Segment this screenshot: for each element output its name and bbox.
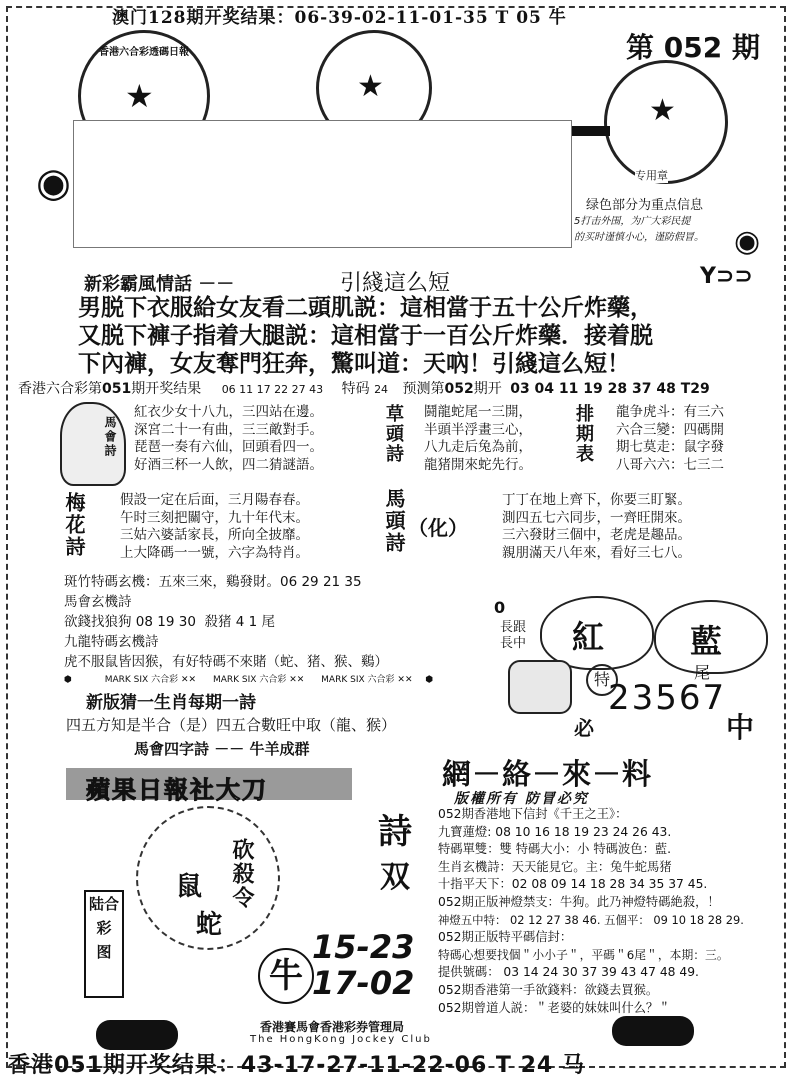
hand-icon <box>508 660 572 714</box>
jockey-club-logo <box>96 1020 178 1050</box>
issue-number: 第 052 期 <box>626 31 760 64</box>
network-line: 特碼單雙：雙 特碼大小：小 特碼波色：藍. <box>438 842 672 857</box>
predict-issue: 052 <box>444 381 474 397</box>
lhc-tag-text: 图 <box>96 943 112 961</box>
mark-six-label: MARK SIX <box>104 675 149 685</box>
poem-line: 深宮二十一有曲，三三敵對手。 <box>134 421 323 438</box>
rank-table <box>616 404 724 474</box>
wei-label: 尾 <box>694 663 711 682</box>
macau-result-line: 澳门128期开奖结果：06-39-02-11-01-35 T 05 牛 <box>112 8 567 28</box>
network-line: 052期香港地下信封《千王之王》： <box>438 807 628 821</box>
coin-icon: ◉ <box>734 224 761 259</box>
horsehead-poem-title: 馬頭詩 <box>382 488 406 554</box>
poem-line: 好酒三杯一人飲，四二猜謎語。 <box>134 456 323 473</box>
network-line: 九寶蓮燈: 08 10 16 18 19 23 24 26 43. <box>438 824 672 839</box>
poem-line: 三六發財三個中，老虎是趣品。 <box>502 527 691 543</box>
network-line: 052期曾道人説：＂老婆的妹妹叫什么？＂ <box>438 1000 671 1015</box>
bi-label: 必 <box>574 716 594 740</box>
poem-line: 測四五七六同步，一齊旺開來。 <box>502 509 691 526</box>
poem-line: 半頭半浮畫三心， <box>424 421 532 438</box>
nums-row-1: 15-23 <box>312 928 415 966</box>
four-char-poem: 馬會四字詩 －－ 牛羊成群 <box>134 740 310 758</box>
rank-line: 八哥六六：七三二 <box>616 456 724 473</box>
mystic-line: 虎不服鼠皆因猴，有好特碼不來賭（蛇、猪、猴、鷄） <box>64 654 388 670</box>
zhong-label: 中 <box>726 711 755 744</box>
poem-line: 三姑六婆話家長，所向全披靡。 <box>120 527 309 543</box>
mark-six-x: ✕✕ <box>289 675 305 685</box>
network-line: 052期正版神燈禁支：牛狗。此乃神燈特碼絶殺，！ <box>438 894 720 909</box>
poem-line: 紅衣少女十八九，三四站在邊。 <box>134 404 323 420</box>
predict-label: 预测第 <box>402 381 445 397</box>
rank-line: 龍争虎斗：有三六 <box>616 404 724 420</box>
jockey-club-text: 香港賽馬會香港彩券管理局 <box>260 1020 405 1034</box>
mark-six-x: ✕✕ <box>397 675 413 685</box>
horsehead-note: （化） <box>408 516 468 540</box>
apple-banner-text: 蘋果日報社大刀 <box>86 776 268 804</box>
mark-six-row <box>64 672 464 686</box>
rank-line: 六合三變：四碼開 <box>616 421 724 438</box>
note-hand-2: 的买时谨慎小心，谨防假冒。 <box>574 232 704 243</box>
special-number: 24 <box>374 383 389 396</box>
network-line: 神燈五中特： 02 12 27 38 46. 五個平： 09 10 18 28 29. <box>438 912 744 927</box>
network-line: 052期正版特平碼信封： <box>438 930 573 945</box>
network-line: 十指平天下：02 08 09 14 18 28 34 35 37 45. <box>438 877 708 892</box>
network-line: 052期香港第一手欲錢料：欲錢去買猴。 <box>438 982 659 997</box>
mystic-line: 斑竹特碼玄機：五來三來，鷄發財。06 29 21 35 <box>64 574 362 590</box>
honeycomb-icon: ⬢ <box>425 675 434 685</box>
snake-label: 蛇 <box>196 910 223 940</box>
red-heart <box>540 596 654 670</box>
rank-table-title: 排期表 <box>573 404 594 464</box>
horse-poem <box>134 404 323 474</box>
poem-line: 假設一定在后面，三月陽春春。 <box>120 492 309 508</box>
poem-mark: 詩 <box>378 812 412 852</box>
network-line: 特碼心想要找個＂小小子＂，平碼＂6尾＂，本期：三。 <box>438 947 729 962</box>
note-hand-1: 5打击外围，为广大彩民提 <box>574 216 691 227</box>
grass-poem-title: 草頭詩 <box>383 404 404 464</box>
logo-mark: Y⊃⊃ <box>700 264 753 289</box>
horse-label: 馬會詩 <box>103 416 117 458</box>
star-icon: ★ <box>125 77 154 115</box>
poem-line: 午时三刻把關守，九十年代末。 <box>120 509 309 526</box>
footer-result: 香港051期开奖结果：43-17-27-11-22-06 T 24 马 <box>8 1053 585 1078</box>
network-list <box>438 806 778 1017</box>
poem-line: 龍猪開來蛇先行。 <box>424 456 532 473</box>
note-green: 绿色部分为重点信息 <box>586 198 704 213</box>
results-numbers: 06 11 17 22 27 43 <box>221 383 324 396</box>
blank-box <box>73 120 572 248</box>
zodiac-poem-title: 新版猜一生肖每期一詩 <box>86 693 256 713</box>
honeycomb-icon: ⬢ <box>64 675 72 685</box>
poem-line: 親朋滿天八年來，看好三七八。 <box>502 544 691 561</box>
special-label: 特码 <box>341 381 370 397</box>
lhc-tag-text: 陆合彩 <box>88 895 119 937</box>
mystic-line: 九龍特碼玄機詩 <box>64 634 159 650</box>
horsehead-poem <box>502 492 691 562</box>
mark-six-cn: 六合彩 <box>259 675 287 685</box>
mark-six-x: ✕✕ <box>180 675 197 685</box>
network-subtitle: 版權所有 防冒必究 <box>454 791 589 807</box>
predict-label2: 期开 <box>473 381 502 397</box>
results-label: 香港六合彩第 <box>18 381 102 397</box>
special-tail-numbers: 23567 <box>608 678 727 718</box>
joke-subtitle: 引綫這么短 <box>340 271 451 296</box>
mystic-line: 欲錢找狼狗 08 19 30 殺猪 4 1 尾 <box>64 614 276 630</box>
plum-poem <box>120 492 309 562</box>
blue-heart <box>654 600 768 674</box>
stamp-right <box>604 60 728 184</box>
joke-title: 新彩霸風情話 －－ <box>84 274 235 295</box>
stamp-text: 香港六合彩透碼日報 <box>99 47 189 58</box>
mark-six-label: MARK SIX <box>212 675 257 685</box>
apple-banner <box>66 768 352 804</box>
jockey-club-en: The HongKong Jockey Club <box>250 1034 432 1045</box>
ox-label: 牛 <box>258 948 314 1004</box>
network-line: 提供號碼： 03 14 24 30 37 39 43 47 48 49. <box>438 965 699 980</box>
network-title: 網－絡－來－料 <box>442 757 653 791</box>
poem-line: 鬪龍蛇尾一三開， <box>424 404 532 420</box>
nums-row-2: 17-02 <box>312 964 415 1002</box>
results-line <box>18 378 710 398</box>
joke-line: 下內褲，女友奪門狂奔，驚叫道：天吶！引綫這么短！ <box>78 351 630 377</box>
zero-mark: 0 <box>494 598 506 617</box>
zodiac-poem-line: 四五方知是半合（是）四五合數旺中取（龍、猴） <box>66 716 397 734</box>
star-icon: ★ <box>357 69 384 104</box>
mark-six-cn: 六合彩 <box>367 675 395 685</box>
results-label2: 期开奖结果 <box>131 381 202 397</box>
poem-mark-2: 双 <box>380 860 410 895</box>
grass-poem <box>424 404 532 474</box>
lhc-tag <box>84 890 124 998</box>
joke-line: 男脱下衣服給女友看二頭肌説：這相當于五十公斤炸藥， <box>78 295 653 321</box>
poem-line: 八九走后兔為前， <box>424 439 532 455</box>
star-icon: ★ <box>649 93 676 128</box>
network-line: 生肖玄機詩：天天能見它。主：兔牛蛇馬猪 <box>438 859 672 874</box>
follow-label: 長跟長中 <box>500 620 527 651</box>
blue-label: 藍 <box>690 622 723 660</box>
mark-six-label: MARK SIX <box>321 675 365 685</box>
joke-line: 又脱下褲子指着大腿説：這相當于一百公斤炸藥．接着脱 <box>78 323 653 349</box>
poem-line: 上大降碼一一號，六字為特肖。 <box>120 544 309 561</box>
seal-label: 专用章 <box>635 169 668 182</box>
lottery-logo <box>612 1016 694 1046</box>
rat-label: 鼠 <box>176 872 203 902</box>
mystic-line: 馬會玄機詩 <box>64 594 132 610</box>
rank-line: 期七莫走：鼠字發 <box>616 439 724 455</box>
te-label: 特 <box>586 664 618 696</box>
plum-poem-title: 梅花詩 <box>62 492 86 558</box>
red-label: 紅 <box>572 618 605 656</box>
cut-label: 砍殺令 <box>229 838 254 910</box>
mark-six-cn: 六合彩 <box>151 675 179 685</box>
poem-line: 丁丁在地上齊下，你要三盯緊。 <box>502 492 691 508</box>
coin-icon: ◉ <box>36 160 71 206</box>
predict-numbers: 03 04 11 19 28 37 48 T29 <box>510 381 710 397</box>
results-issue: 051 <box>102 381 132 397</box>
poem-line: 琵琶一奏有六仙，回頭看四一。 <box>134 439 323 455</box>
